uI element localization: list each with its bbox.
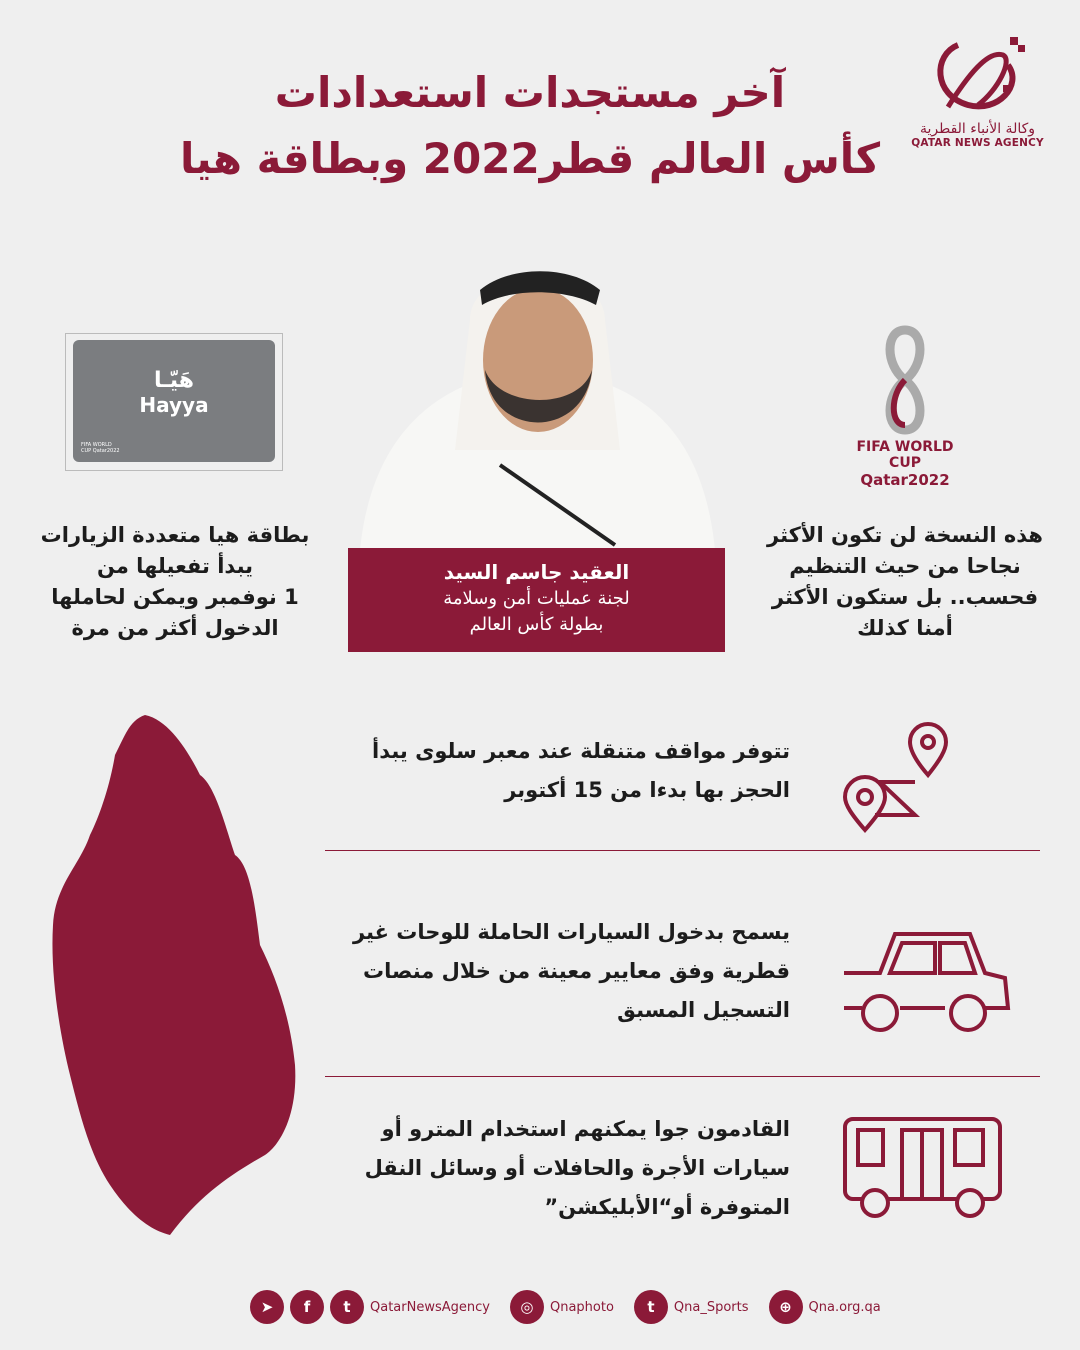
globe-icon[interactable]: ⊕ [769,1290,803,1324]
info-line: سيارات الأجرة والحافلات أو وسائل النقل [364,1156,790,1180]
hayya-card-badge: FIFA WORLD CUP Qatar2022 [81,442,120,454]
hayya-card [73,340,275,462]
wc-logo-line1: FIFA WORLD CUP [856,439,954,471]
title-line-1: آخر مستجدات استعدادات [274,68,786,117]
hayya-card-english: Hayya [139,393,209,417]
twitter-icon[interactable]: t [634,1290,668,1324]
website-link[interactable]: Qna.org.qa [808,1299,881,1315]
divider [325,1076,1040,1077]
footer-social [250,1290,895,1324]
wc-line: أمنا كذلك [857,616,953,640]
divider [325,850,1040,851]
social-handle[interactable]: QatarNewsAgency [370,1299,490,1315]
social-handle[interactable]: Qna_Sports [673,1299,749,1315]
wc-line: نجاحا من حيث التنظيم [789,554,1021,578]
speaker-photo [360,250,715,550]
speaker-role: لجنة عمليات أمن وسلامة [443,588,630,609]
twitter-icon[interactable]: t [330,1290,364,1324]
instagram-icon[interactable]: ◎ [510,1290,544,1324]
logo-arabic: وكالة الأنباء القطرية [919,121,1036,137]
social-handle[interactable]: Qnaphoto [549,1299,614,1315]
page-title [150,60,910,192]
speaker-role: بطولة كأس العالم [469,614,604,635]
bus-icon [840,1115,1005,1220]
hayya-text [30,520,320,644]
facebook-icon[interactable]: f [290,1290,324,1324]
info-line: التسجيل المسبق [617,998,790,1022]
hayya-line: الدخول أكثر من مرة [71,616,279,640]
info-line: المتوفرة أو“الأبليكشن” [544,1195,790,1219]
speaker-name: العقيد جاسم السيد [443,560,630,584]
wc-line: فحسب.. بل ستكون الأكثر [771,585,1039,609]
telegram-icon[interactable]: ➤ [250,1290,284,1324]
info-line: تتوفر مواقف متنقلة عند معبر سلوى يبدأ [372,739,790,763]
wc-logo-line2: Qatar2022 [860,471,950,489]
route-icon [840,720,955,835]
hayya-card-arabic: هَيّـا [153,368,194,393]
car-icon [840,928,1012,1036]
qatar-map [50,715,300,1235]
qna-emblem-icon [928,35,1028,115]
hayya-line: 1 نوفمبر ويمكن لحاملها [51,585,299,609]
world-cup-text [760,520,1050,644]
world-cup-emblem-icon [880,325,930,435]
hayya-line: يبدأ تفعيلها من [96,554,254,578]
info-item [330,913,790,1030]
qna-logo [905,35,1050,149]
logo-english: QATAR NEWS AGENCY [911,137,1044,149]
info-item [330,1110,790,1227]
info-item [330,732,790,810]
info-line: قطرية وفق معايير معينة من خلال منصات [363,959,790,983]
info-line: يسمح بدخول السيارات الحاملة للوحات غير [352,920,790,944]
info-line: الحجز بها بدءا من 15 أكتوبر [504,778,790,802]
world-cup-logo [840,325,970,489]
hayya-line: بطاقة هيا متعددة الزيارات [40,523,310,547]
info-line: القادمون جوا يمكنهم استخدام المترو أو [381,1117,790,1141]
title-line-2: كأس العالم قطر2022 وبطاقة هيا [179,134,880,183]
speaker-caption [348,548,725,652]
wc-line: هذه النسخة لن تكون الأكثر [767,523,1043,547]
